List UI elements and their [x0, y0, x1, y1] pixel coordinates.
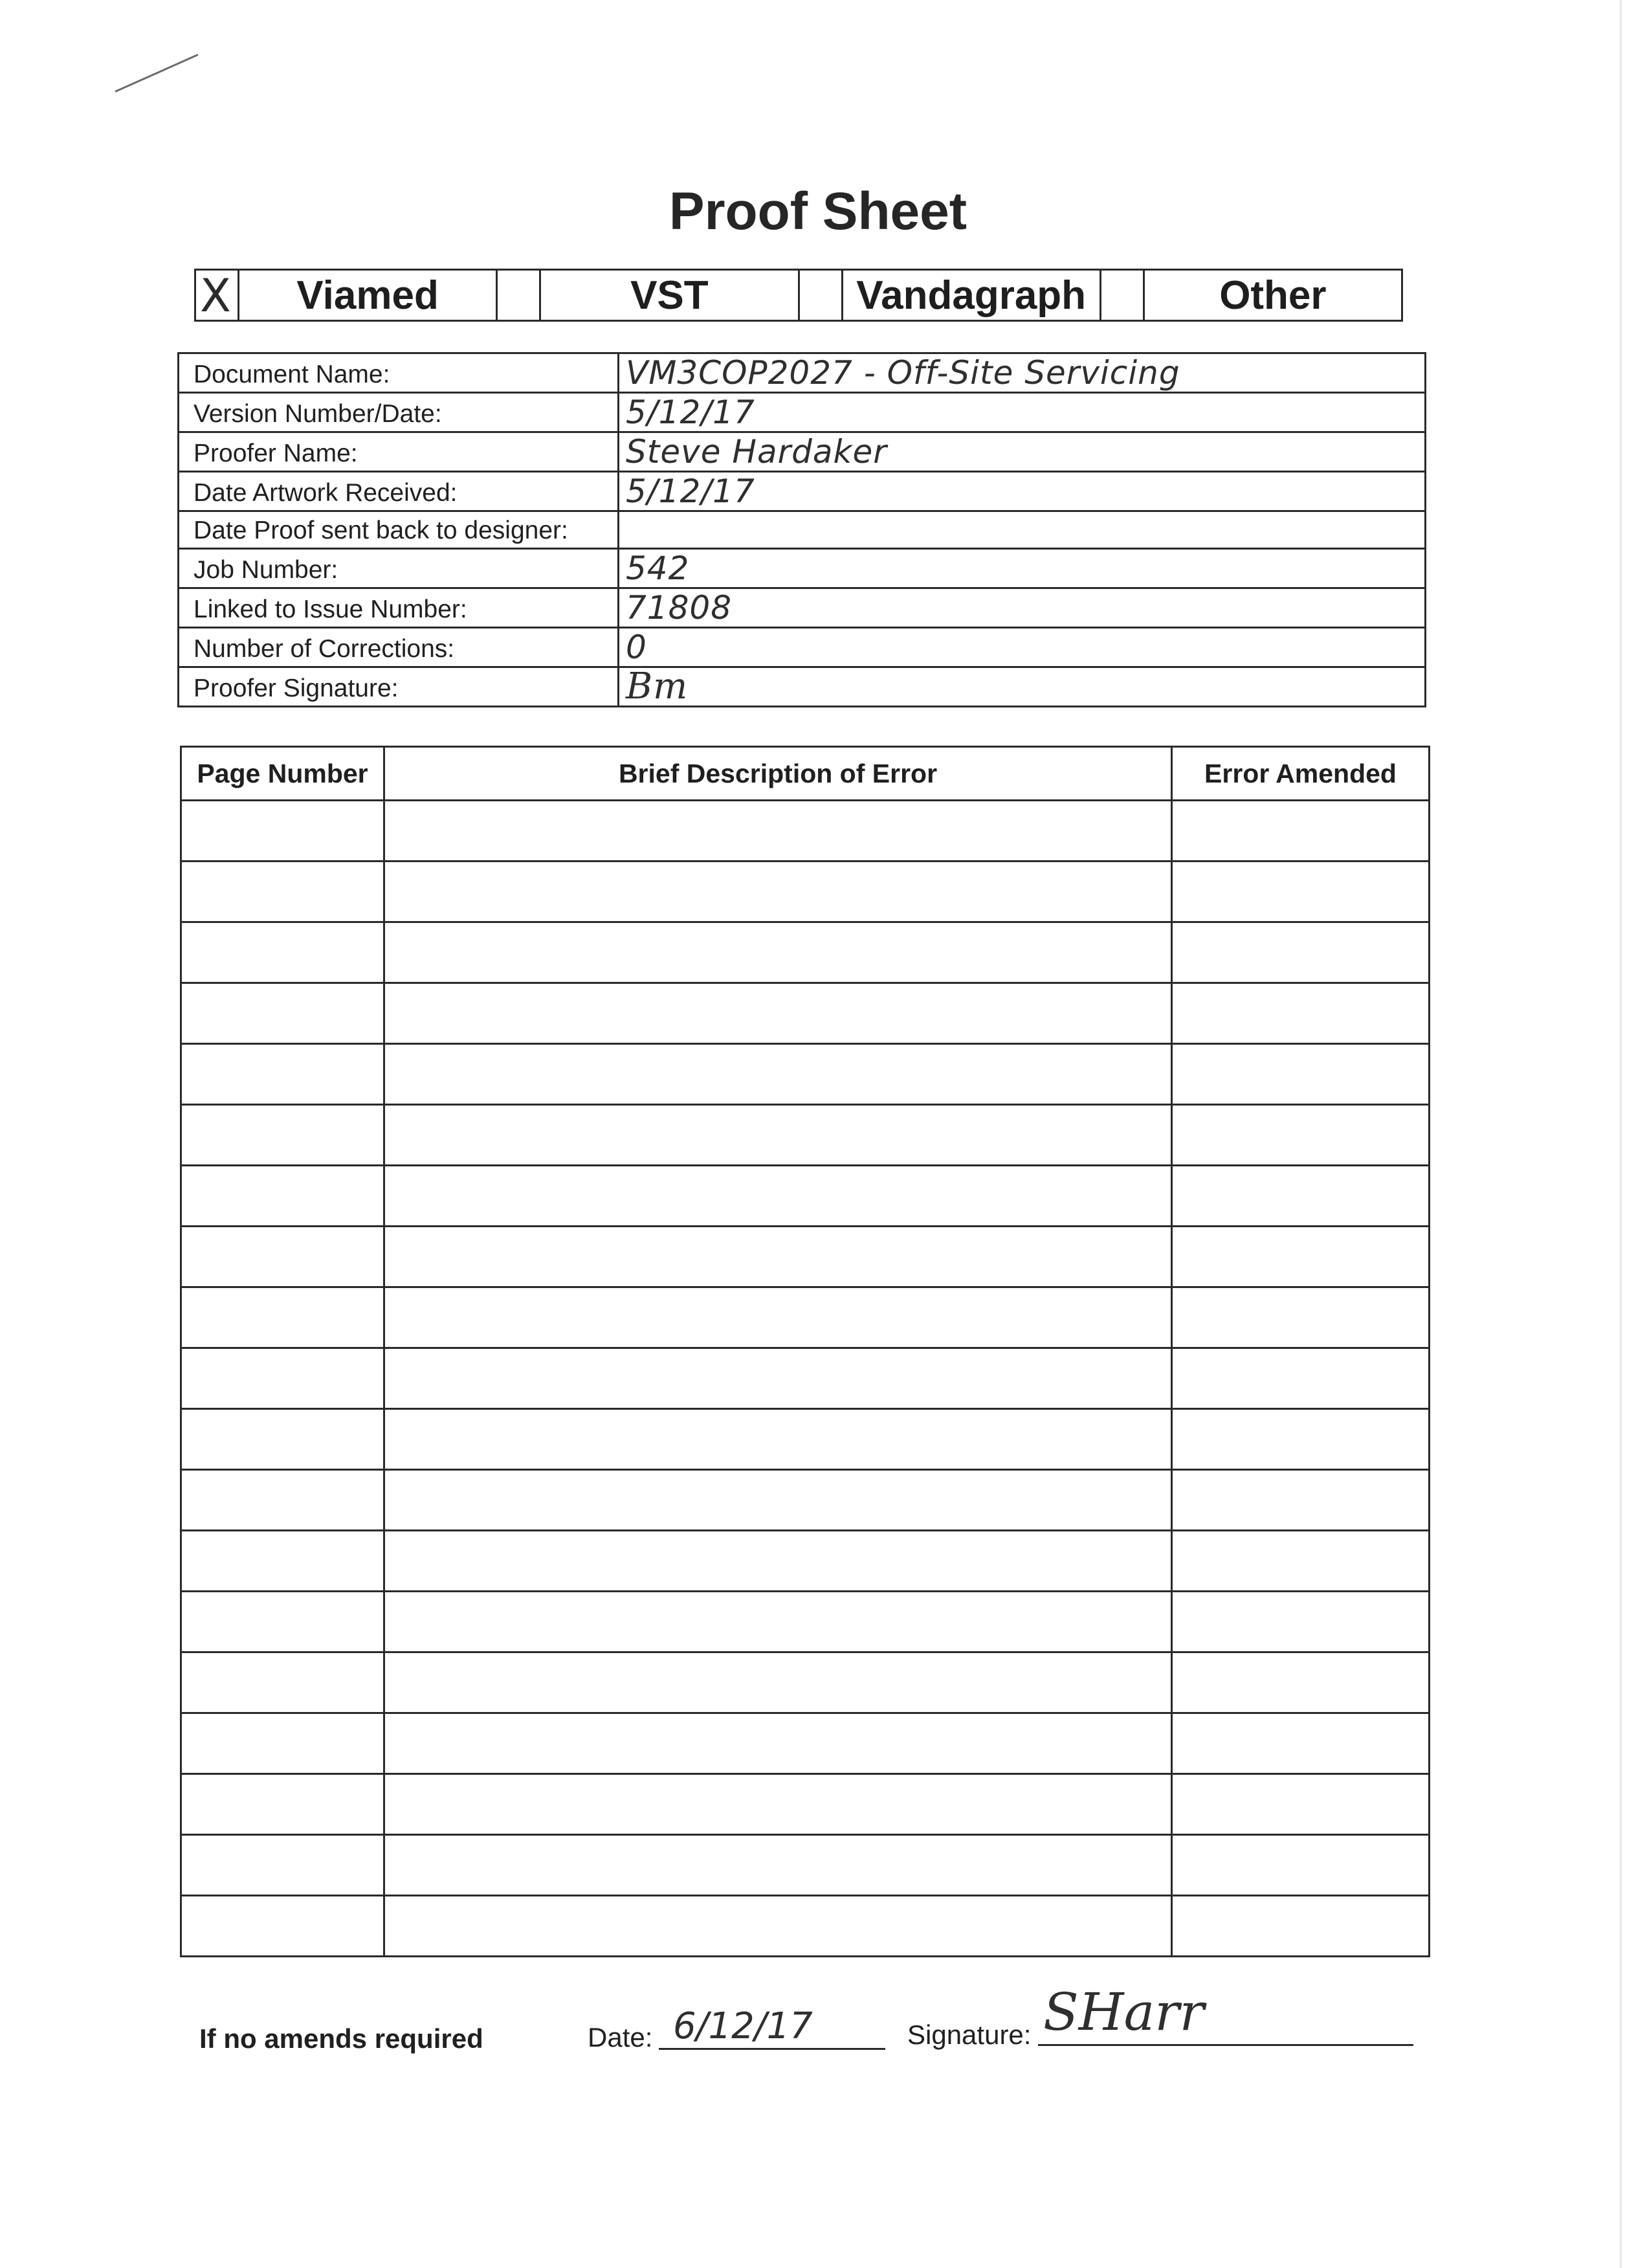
amended-cell[interactable]	[1172, 1896, 1430, 1957]
error-row	[181, 1166, 1430, 1227]
amended-cell[interactable]	[1172, 1774, 1430, 1835]
amended-cell[interactable]	[1172, 1652, 1430, 1713]
error-row	[181, 1835, 1430, 1896]
detail-row-corrections	[179, 628, 1426, 667]
error-row	[181, 922, 1430, 983]
page-title: Proof Sheet	[669, 182, 967, 241]
error-row	[181, 1409, 1430, 1470]
description-cell[interactable]	[384, 1592, 1172, 1652]
signature-underline	[1038, 2044, 1413, 2046]
error-row	[181, 1531, 1430, 1592]
error-row	[181, 983, 1430, 1044]
page-number-cell[interactable]	[181, 862, 384, 922]
footer-date-field[interactable]: 6/12/17	[673, 2005, 813, 2047]
checkbox-viamed[interactable]	[195, 270, 239, 321]
amended-cell[interactable]	[1172, 1348, 1430, 1409]
amended-cell[interactable]	[1172, 1227, 1430, 1287]
amended-cell[interactable]	[1172, 1470, 1430, 1531]
checkbox-vandagraph[interactable]	[799, 270, 842, 321]
error-row	[181, 1592, 1430, 1652]
detail-label: Proofer Name:	[179, 432, 619, 472]
date-underline	[659, 2048, 885, 2050]
detail-label: Number of Corrections:	[179, 628, 619, 667]
error-log-table	[180, 746, 1430, 1957]
amended-cell[interactable]	[1172, 1835, 1430, 1896]
page-number-cell[interactable]	[181, 1896, 384, 1957]
document-details-table	[177, 352, 1426, 707]
description-cell[interactable]	[384, 1044, 1172, 1105]
description-cell[interactable]	[384, 1470, 1172, 1531]
description-cell[interactable]	[384, 1409, 1172, 1470]
page-number-cell[interactable]	[181, 1652, 384, 1713]
brand-label-other: Other	[1144, 270, 1402, 321]
header-error-amended: Error Amended	[1172, 747, 1430, 801]
page-number-cell[interactable]	[181, 1227, 384, 1287]
description-cell[interactable]	[384, 1227, 1172, 1287]
brand-label-vandagraph: Vandagraph	[842, 270, 1100, 321]
version-date-field[interactable]: 5/12/17	[619, 393, 1426, 432]
header-page-number: Page Number	[181, 747, 384, 801]
page-number-cell[interactable]	[181, 1287, 384, 1348]
error-row	[181, 1044, 1430, 1105]
amended-cell[interactable]	[1172, 1166, 1430, 1227]
error-row	[181, 1896, 1430, 1957]
detail-label: Version Number/Date:	[179, 393, 619, 432]
description-cell[interactable]	[384, 1105, 1172, 1166]
footer-signature-label: Signature:	[907, 2019, 1032, 2050]
amended-cell[interactable]	[1172, 862, 1430, 922]
checkbox-vst[interactable]	[497, 270, 540, 321]
description-cell[interactable]	[384, 801, 1172, 862]
description-cell[interactable]	[384, 1287, 1172, 1348]
amended-cell[interactable]	[1172, 1044, 1430, 1105]
detail-label: Date Proof sent back to designer:	[179, 511, 619, 549]
error-row	[181, 1713, 1430, 1774]
amended-cell[interactable]	[1172, 922, 1430, 983]
description-cell[interactable]	[384, 1774, 1172, 1835]
detail-row-proofer-signature	[179, 667, 1426, 707]
page-number-cell[interactable]	[181, 1531, 384, 1592]
description-cell[interactable]	[384, 1348, 1172, 1409]
brand-label-vst: VST	[540, 270, 799, 321]
amended-cell[interactable]	[1172, 1531, 1430, 1592]
check-mark-icon: X	[200, 269, 231, 322]
page-number-cell[interactable]	[181, 1409, 384, 1470]
detail-label: Linked to Issue Number:	[179, 588, 619, 628]
page-number-cell[interactable]	[181, 1835, 384, 1896]
description-cell[interactable]	[384, 1166, 1172, 1227]
page-number-cell[interactable]	[181, 1713, 384, 1774]
amended-cell[interactable]	[1172, 1713, 1430, 1774]
description-cell[interactable]	[384, 922, 1172, 983]
error-row	[181, 1287, 1430, 1348]
page-edge	[1620, 0, 1622, 2268]
detail-row-proof-sent-back	[179, 511, 1426, 549]
detail-label: Document Name:	[179, 353, 619, 393]
error-row	[181, 1652, 1430, 1713]
error-table-header	[181, 747, 1430, 801]
page-number-cell[interactable]	[181, 1592, 384, 1652]
corrections-count-field[interactable]: 0	[619, 628, 1426, 667]
brand-selector	[194, 269, 1403, 322]
header-description: Brief Description of Error	[384, 747, 1172, 801]
detail-row-document-name	[179, 353, 1426, 393]
page-number-cell[interactable]	[181, 922, 384, 983]
artwork-received-field[interactable]: 5/12/17	[619, 472, 1426, 511]
detail-row-job-number	[179, 549, 1426, 588]
error-row	[181, 1105, 1430, 1166]
document-name-field[interactable]: VM3COP2027 - Off-Site Servicing	[619, 353, 1426, 393]
brand-label-viamed: Viamed	[239, 270, 497, 321]
detail-row-artwork-received	[179, 472, 1426, 511]
error-row	[181, 862, 1430, 922]
detail-row-proofer-name	[179, 432, 1426, 472]
proof-sent-back-field[interactable]	[619, 511, 1426, 549]
description-cell[interactable]	[384, 983, 1172, 1044]
page-number-cell[interactable]	[181, 1105, 384, 1166]
detail-label: Job Number:	[179, 549, 619, 588]
detail-row-version	[179, 393, 1426, 432]
error-row	[181, 1470, 1430, 1531]
description-cell[interactable]	[384, 1713, 1172, 1774]
page-number-cell[interactable]	[181, 1774, 384, 1835]
error-row	[181, 801, 1430, 862]
description-cell[interactable]	[384, 1896, 1172, 1957]
footer-signature-field[interactable]: SHarr	[1043, 1982, 1204, 2042]
error-row	[181, 1227, 1430, 1287]
footer-date-label: Date:	[588, 2022, 653, 2052]
page-number-cell[interactable]	[181, 983, 384, 1044]
page-number-cell[interactable]	[181, 1166, 384, 1227]
page-number-cell[interactable]	[181, 801, 384, 862]
detail-row-issue-number	[179, 588, 1426, 628]
page-number-cell[interactable]	[181, 1044, 384, 1105]
job-number-field[interactable]: 542	[619, 549, 1426, 588]
detail-label: Date Artwork Received:	[179, 472, 619, 511]
stray-pen-mark	[115, 54, 198, 93]
amended-cell[interactable]	[1172, 1409, 1430, 1470]
amended-cell[interactable]	[1172, 1105, 1430, 1166]
amended-cell[interactable]	[1172, 983, 1430, 1044]
amended-cell[interactable]	[1172, 1592, 1430, 1652]
amended-cell[interactable]	[1172, 801, 1430, 862]
issue-number-field[interactable]: 71808	[619, 588, 1426, 628]
page-number-cell[interactable]	[181, 1470, 384, 1531]
proofer-name-field[interactable]: Steve Hardaker	[619, 432, 1426, 472]
description-cell[interactable]	[384, 862, 1172, 922]
description-cell[interactable]	[384, 1652, 1172, 1713]
error-row	[181, 1348, 1430, 1409]
page-number-cell[interactable]	[181, 1348, 384, 1409]
checkbox-other[interactable]	[1100, 270, 1144, 321]
detail-label: Proofer Signature:	[179, 667, 619, 707]
description-cell[interactable]	[384, 1835, 1172, 1896]
proofer-signature-field[interactable]: Bm	[619, 667, 1426, 707]
no-amends-label: If no amends required	[199, 2023, 483, 2054]
amended-cell[interactable]	[1172, 1287, 1430, 1348]
error-row	[181, 1774, 1430, 1835]
description-cell[interactable]	[384, 1531, 1172, 1592]
